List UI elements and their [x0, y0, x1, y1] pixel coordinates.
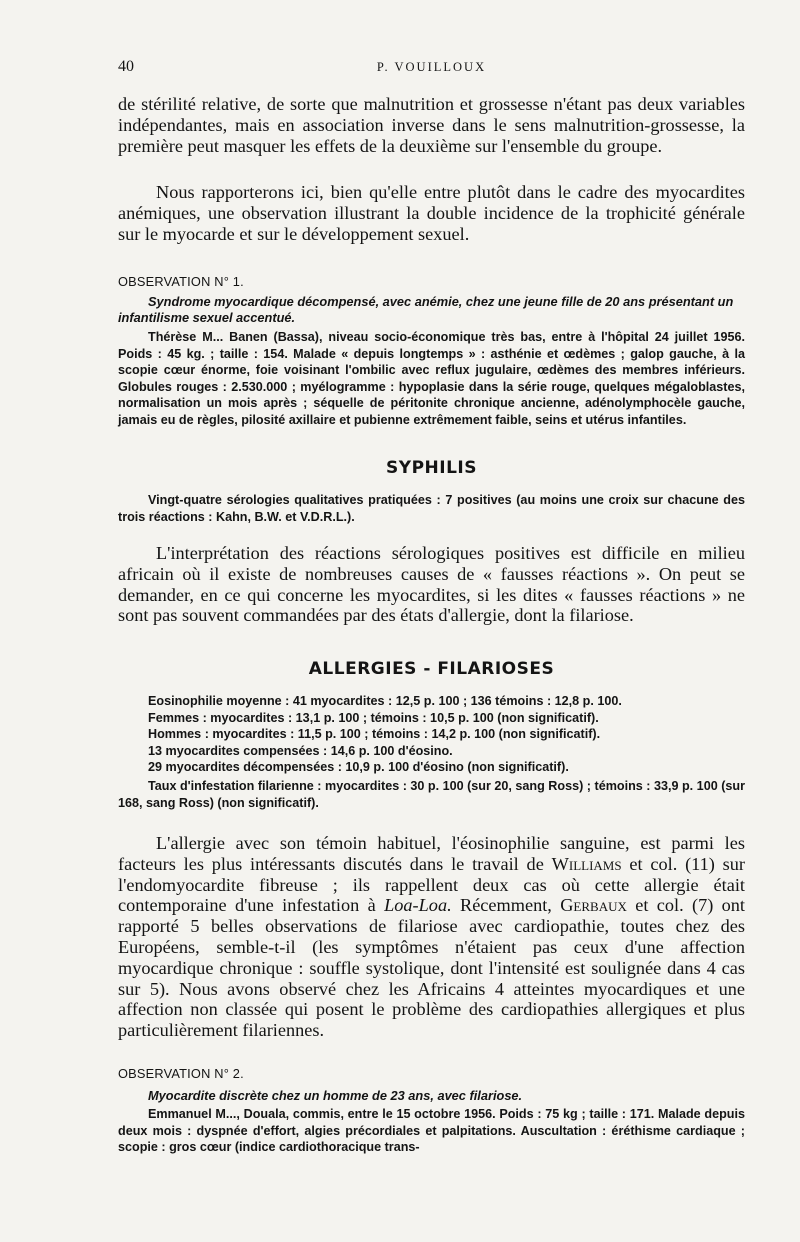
running-author: P. VOUILLOUX — [376, 60, 487, 74]
heading-syphilis: SYPHILIS — [386, 458, 477, 478]
filarial-infestation-rate: Taux d'infestation filarienne : myocardites : 30 p. 100 (sur 20, sang Ross) ; témoins : 33,9 p. 100 (sur 168, sang Ross) (non significatif). — [118, 778, 745, 810]
allergy-text-c: Récemment, — [460, 895, 552, 916]
observation-2-subtitle: Myocardite discrète chez un homme de 23 ans, avec filariose. — [148, 1088, 523, 1103]
observation-1 — [118, 274, 745, 429]
allergies-line: Femmes : myocardites : 13,1 p. 100 ; témoins : 10,5 p. 100 (non significatif). — [148, 710, 599, 725]
observation-2-title: OBSERVATION N° 2. — [118, 1066, 244, 1081]
syphilis-text: Vingt-quatre sérologies qualitatives pratiquées : 7 positives (au moins une croix sur chacune des trois réactions : Kahn, B.W. et V.D.R.L.). — [118, 493, 745, 524]
paragraph-allergy — [118, 833, 745, 1041]
loa-loa: Loa-Loa. — [384, 895, 452, 916]
running-head — [118, 58, 745, 80]
observation-1-subtitle: Syndrome myocardique décompensé, avec anémie, chez une jeune fille de 20 ans présentant un infantilisme sexuel accentué. — [118, 294, 734, 325]
allergies-data — [118, 693, 745, 811]
allergy-text-b: et col. (11) sur l'endomyocardite fibreuse ; ils rappellent deux cas où cette allergie était contemporaine d'une infestation à — [118, 853, 745, 916]
observation-2 — [118, 1066, 745, 1156]
observation-1-text: Thérèse M... Banen (Bassa), niveau socio-économique très bas, entre à l'hôpital 24 juillet 1956. Poids : 45 kg. ; taille : 154. Malade « depuis longtemps » : asthénie et œdèmes ; galop gauche, à la scopie cœur énorme, foie voisinant l'ombilic avec reflux jugulaire, œdèmes des membres inférieurs. Globules rouges : 2.530.000 ; myélogramme : hypoplasie dans la série rouge, quelques mégaloblastes, normalisation un mois après ; séquelle de péritonite chronique ancienne, adénolymphocèle gauche, jamais eu de règles, pilosité axillaire et pubienne extrêmement faible, seins et utérus infantiles. — [118, 330, 745, 427]
paragraph-malnutrition: de stérilité relative, de sorte que malnutrition et grossesse n'étant pas deux variables indépendantes, mais en association inverse dans le sens malnutrition-grossesse, la première peut masquer les effets de la deuxième sur l'ensemble du groupe. — [118, 94, 745, 156]
paragraph-serological: L'interprétation des réactions sérologiques positives est difficile en milieu africain où il existe de nombreuses causes de « fausses réactions ». On peut se demander, en ce qui concerne les myocardites, si les dites « fausses réactions » ne sont pas souvent commandées par des états d'allergie, dont la filariose. — [118, 543, 745, 626]
author-williams: Williams — [551, 853, 622, 874]
allergies-line: 29 myocardites décompensées : 10,9 p. 100 d'éosino (non significatif). — [148, 760, 569, 775]
allergies-line: Hommes : myocardites : 11,5 p. 100 ; témoins : 14,2 p. 100 (non significatif). — [148, 727, 601, 742]
author-gerbaux: Gerbaux — [560, 895, 627, 916]
heading-allergies-filarioses: ALLERGIES - FILARIOSES — [308, 659, 555, 679]
observation-1-title: OBSERVATION N° 1. — [118, 274, 244, 289]
page-number: 40 — [118, 58, 134, 75]
paragraph-observation-intro: Nous rapporterons ici, bien qu'elle entre plutôt dans le cadre des myocardites anémiques, une observation illustrant la double incidence de la trophicité générale sur le myocarde et sur le développement sexuel. — [118, 182, 745, 244]
allergies-line: Eosinophilie moyenne : 41 myocardites : 12,5 p. 100 ; 136 témoins : 12,8 p. 100. — [148, 694, 622, 708]
allergies-line: 13 myocardites compensées : 14,6 p. 100 d'éosino. — [148, 743, 453, 758]
allergy-text-d: et col. (7) ont rapporté 5 belles observations de filariose avec cardiopathie, toutes chez des Européens, semble-t-il (les symptômes n'étaient pas ceux d'une affection myocardique chronique : souffle systolique, dont l'intensité est soulignée dans 4 cas sur 5). Nous avons observé chez les Africains 4 atteintes myocardiques et une affection non classée qui posent le problème des cardiopathies allergiques et plus particulièrement filariennes. — [118, 895, 746, 1041]
observation-2-text: Emmanuel M..., Douala, commis, entre le 15 octobre 1956. Poids : 75 kg ; taille : 171. Malade depuis deux mois : dyspnée d'effort, algies précordiales et palpitations. Auscultation : éréthisme cardiaque ; scopie : gros cœur (indice cardiothoracique trans- — [118, 1107, 745, 1155]
allergy-text-a: L'allergie avec son témoin habituel, l'éosinophilie sanguine, est parmi les facteurs les plus intéressants discutés dans le travail de — [118, 833, 745, 874]
